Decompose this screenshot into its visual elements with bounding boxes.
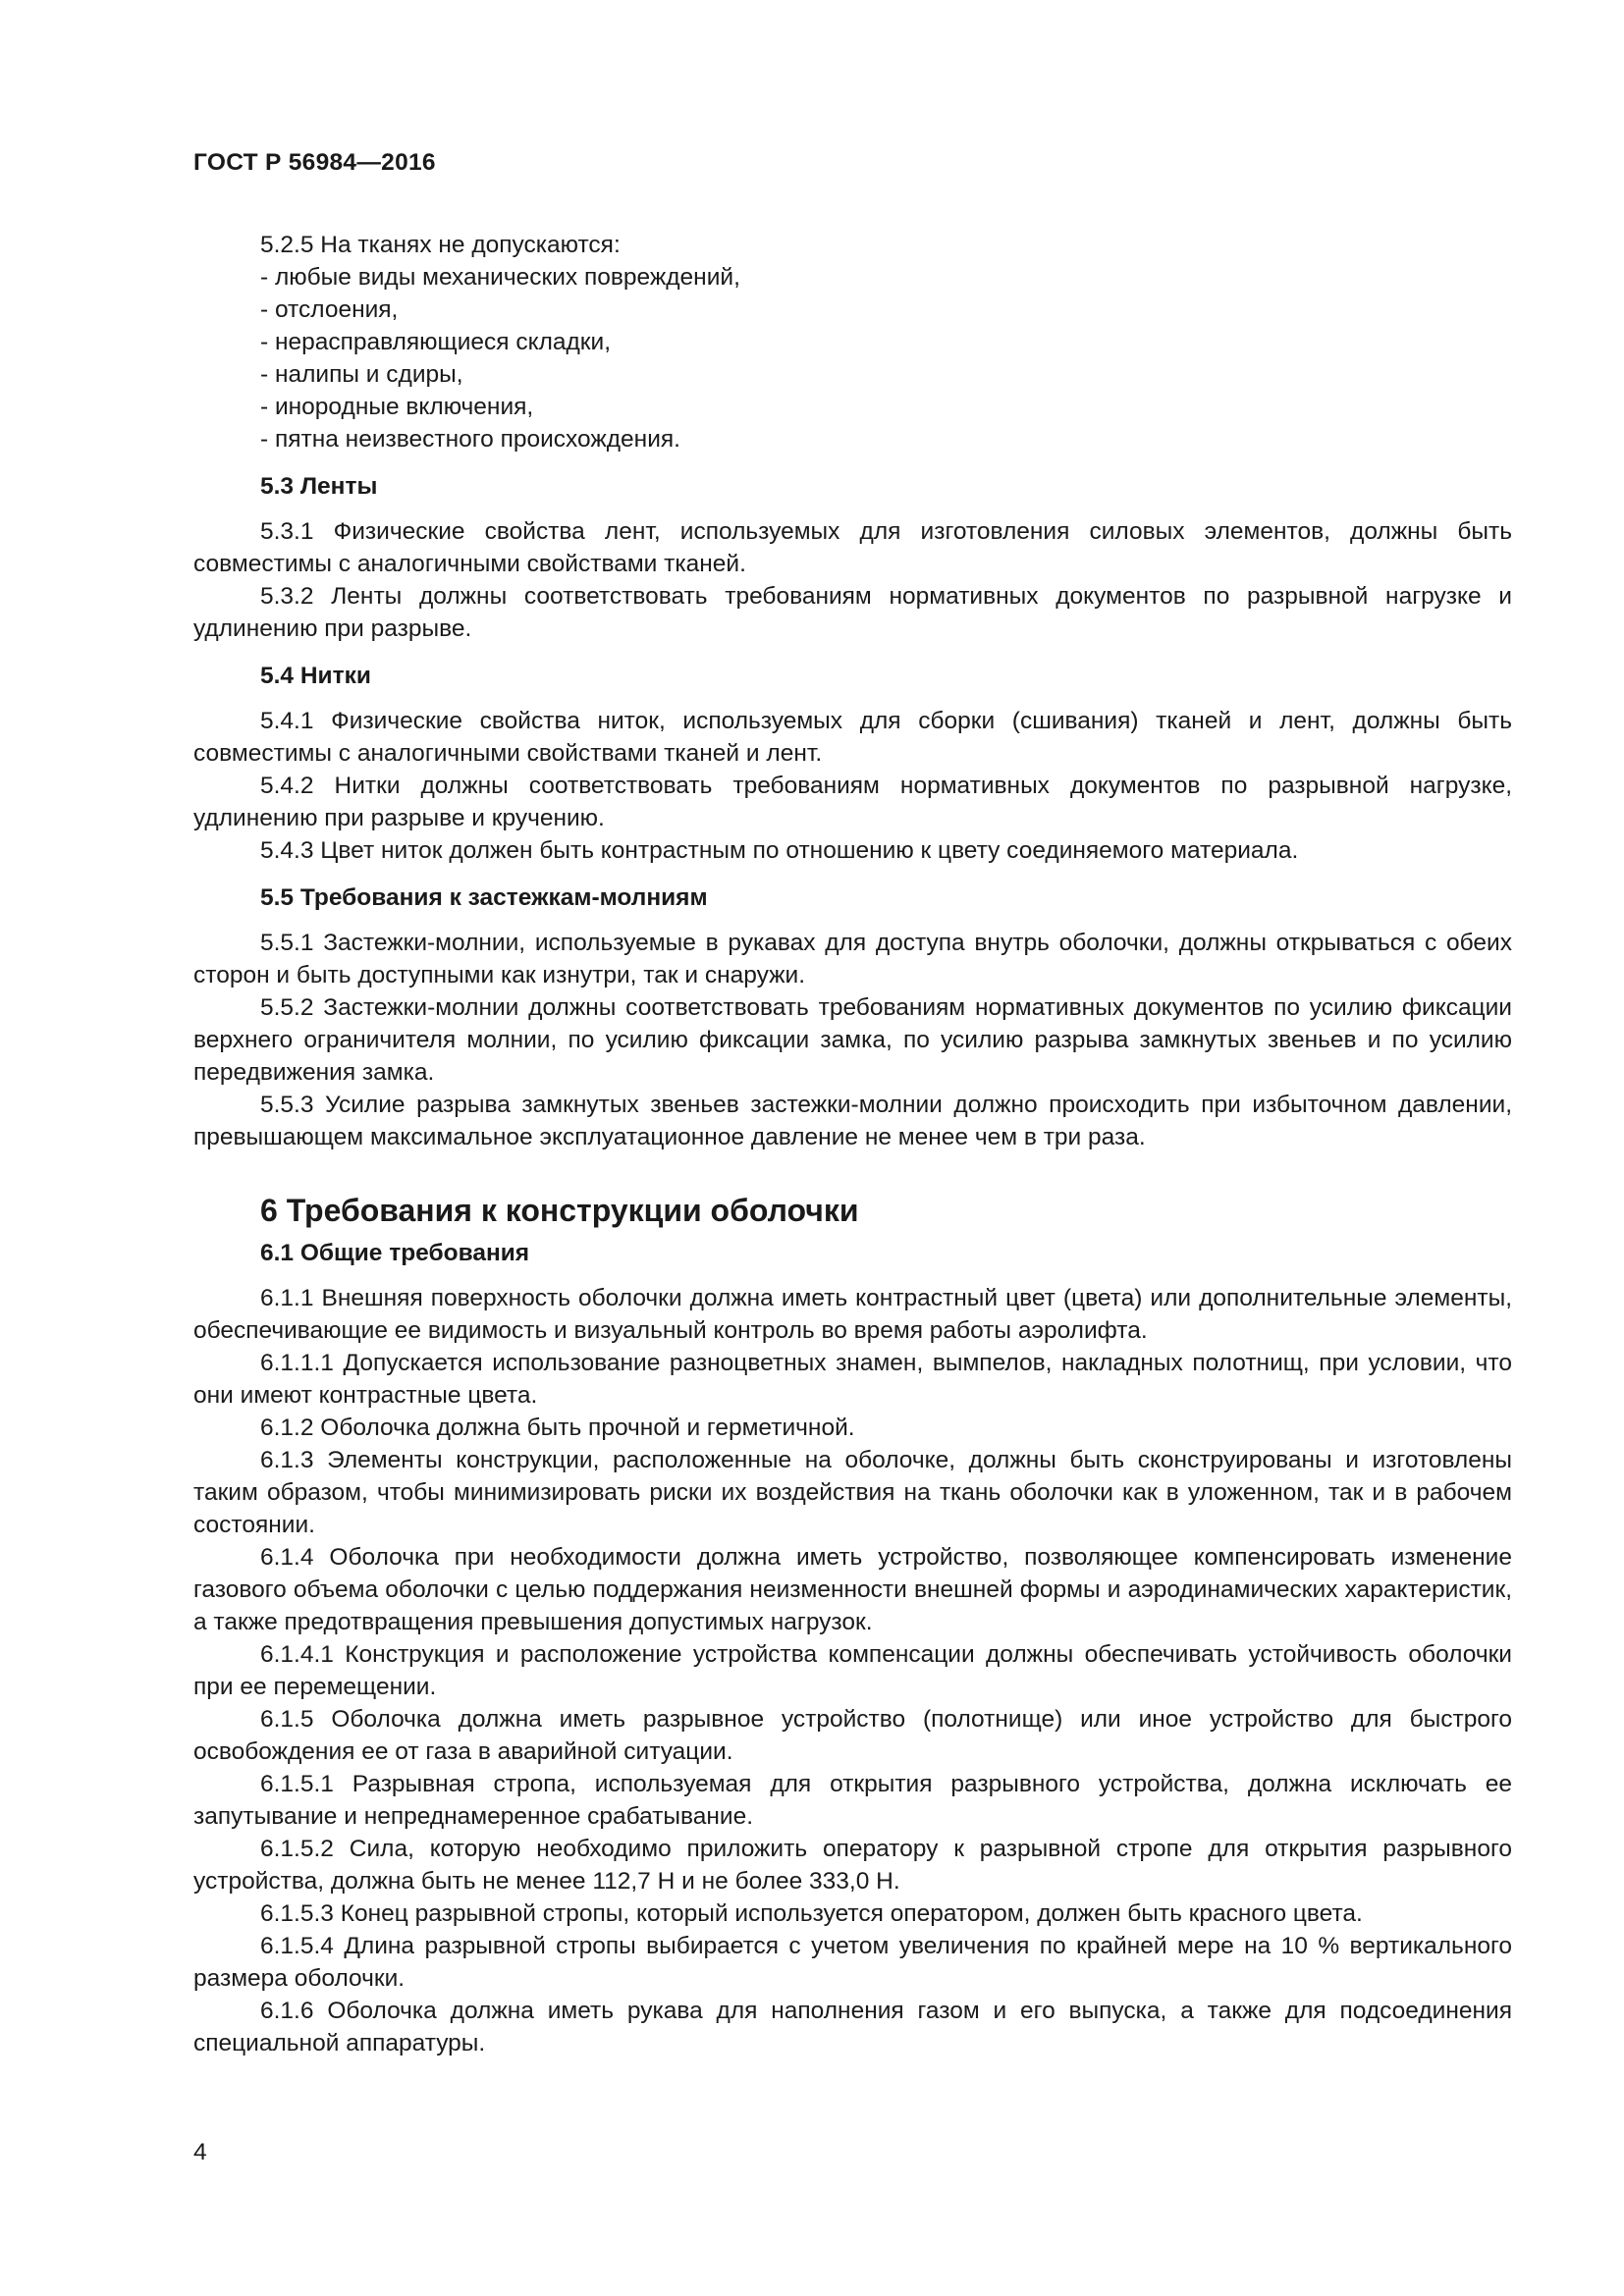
clause-5-5-2: 5.5.2 Застежки-молнии должны соответствовать требованиям нормативных документов по усилию фиксации верхнего ограничителя молнии, по усилию фиксации замка, по усилию разрыва замкнутых звеньев и по усилию передвижения замка.	[193, 994, 1512, 1086]
page-number: 4	[193, 2139, 207, 2165]
clause-6-1-5-2: 6.1.5.2 Сила, которую необходимо приложить оператору к разрывной стропе для открытия разрывного устройства, должна быть не менее 112,7 Н и не более 333,0 Н.	[193, 1836, 1512, 1895]
clause-6-1-3: 6.1.3 Элементы конструкции, расположенные на оболочке, должны быть сконструированы и изготовлены таким образом, чтобы минимизировать риски их воздействия на ткань оболочки как в уложенном, так и в рабочем состоянии.	[193, 1447, 1512, 1538]
clause-6-1-4-1: 6.1.4.1 Конструкция и расположение устройства компенсации должны обеспечивать устойчивость оболочки при ее перемещении.	[193, 1641, 1512, 1700]
list-item: - инородные включения,	[260, 394, 534, 420]
section-heading-5-4: 5.4 Нитки	[260, 663, 371, 689]
list-item: - налипы и сдиры,	[260, 361, 463, 388]
list-item: - любые виды механических повреждений,	[260, 264, 740, 291]
section-heading-5-5: 5.5 Требования к застежкам-молниям	[260, 884, 708, 911]
list-item: - пятна неизвестного происхождения.	[260, 426, 680, 453]
clause-6-1-4: 6.1.4 Оболочка при необходимости должна иметь устройство, позволяющее компенсировать изменение газового объема оболочки с целью поддержания неизменности внешней формы и аэродинамических характеристик, а также предотвращения превышения допустимых нагрузок.	[193, 1544, 1512, 1635]
clause-5-4-1: 5.4.1 Физические свойства ниток, используемых для сборки (сшивания) тканей и лент, должны быть совместимы с аналогичными свойствами тканей и лент.	[193, 708, 1512, 767]
clause-5-3-2: 5.3.2 Ленты должны соответствовать требованиям нормативных документов по разрывной нагрузке и удлинению при разрыве.	[193, 583, 1512, 642]
clause-6-1-5: 6.1.5 Оболочка должна иметь разрывное устройство (полотнище) или иное устройство для быстрого освобождения ее от газа в аварийной ситуации.	[193, 1706, 1512, 1765]
clause-6-1-2: 6.1.2 Оболочка должна быть прочной и герметичной.	[260, 1415, 855, 1441]
clause-5-5-3: 5.5.3 Усилие разрыва замкнутых звеньев застежки-молнии должно происходить при избыточном давлении, превышающем максимальное эксплуатационное давление не менее чем в три раза.	[193, 1092, 1512, 1150]
clause-6-1-5-1: 6.1.5.1 Разрывная стропа, используемая для открытия разрывного устройства, должна исключать ее запутывание и непреднамеренное срабатывание.	[193, 1771, 1512, 1830]
clause-5-4-3: 5.4.3 Цвет ниток должен быть контрастным по отношению к цвету соединяемого материала.	[260, 837, 1299, 864]
clause-6-1-6: 6.1.6 Оболочка должна иметь рукава для наполнения газом и его выпуска, а также для подсоединения специальной аппаратуры.	[193, 1998, 1512, 2056]
clause-6-1-1-1: 6.1.1.1 Допускается использование разноцветных знамен, вымпелов, накладных полотнищ, при условии, что они имеют контрастные цвета.	[193, 1350, 1512, 1409]
list-item: - отслоения,	[260, 296, 399, 323]
chapter-heading-6: 6 Требования к конструкции оболочки	[260, 1193, 859, 1228]
clause-6-1-5-4: 6.1.5.4 Длина разрывной стропы выбирается с учетом увеличения по крайней мере на 10 % вертикального размера оболочки.	[193, 1933, 1512, 1992]
clause-6-1-1: 6.1.1 Внешняя поверхность оболочки должна иметь контрастный цвет (цвета) или дополнительные элементы, обеспечивающие ее видимость и визуальный контроль во время работы аэролифта.	[193, 1285, 1512, 1344]
document-body	[193, 229, 1512, 2059]
clause-5-2-5-intro: 5.2.5 На тканях не допускаются:	[260, 232, 621, 258]
clause-6-1-5-3: 6.1.5.3 Конец разрывной стропы, который используется оператором, должен быть красного цвета.	[260, 1900, 1363, 1927]
clause-5-5-1: 5.5.1 Застежки-молнии, используемые в рукавах для доступа внутрь оболочки, должны открываться с обеих сторон и быть доступными как изнутри, так и снаружи.	[193, 930, 1512, 988]
document-header: ГОСТ Р 56984—2016	[193, 149, 436, 176]
clause-5-4-2: 5.4.2 Нитки должны соответствовать требованиям нормативных документов по разрывной нагрузке, удлинению при разрыве и кручению.	[193, 773, 1512, 831]
list-item: - нерасправляющиеся складки,	[260, 329, 611, 355]
section-heading-6-1: 6.1 Общие требования	[260, 1240, 530, 1266]
section-heading-5-3: 5.3 Ленты	[260, 473, 378, 500]
clause-5-3-1: 5.3.1 Физические свойства лент, используемых для изготовления силовых элементов, должны быть совместимы с аналогичными свойствами тканей.	[193, 518, 1512, 577]
